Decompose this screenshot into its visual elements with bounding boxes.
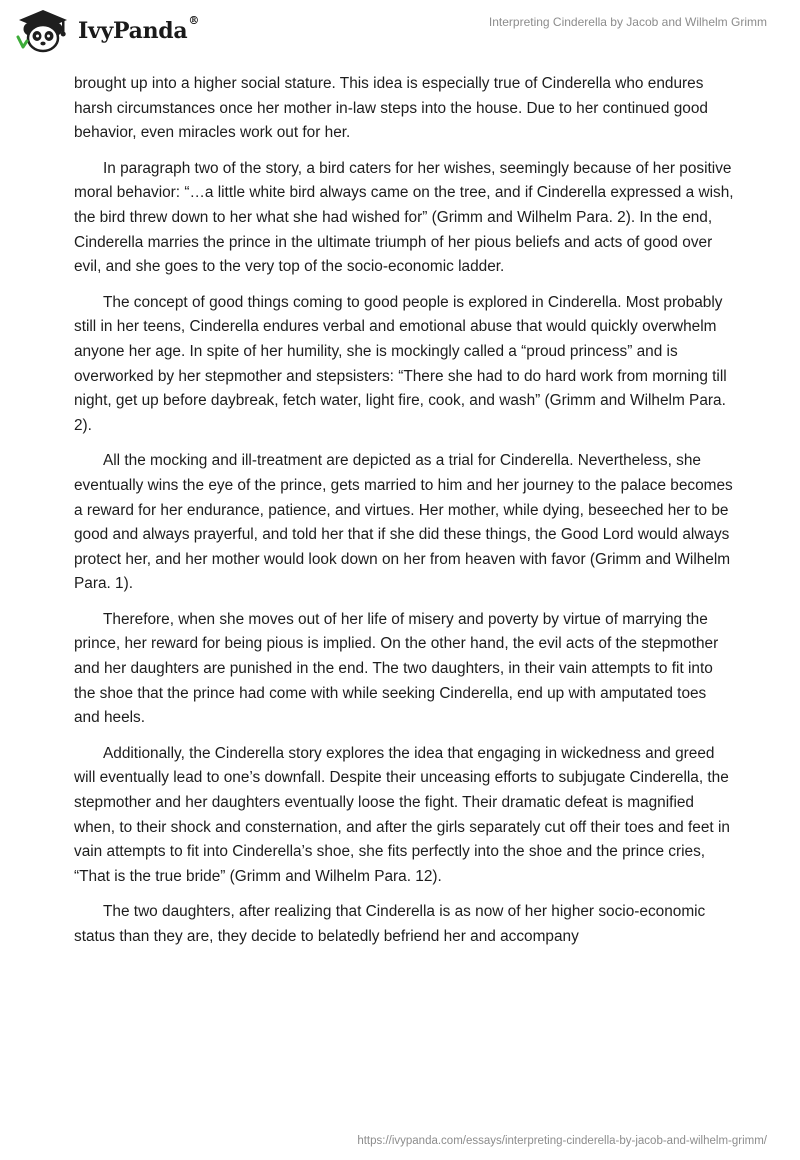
page-header [0, 0, 800, 70]
document-title: Interpreting Cinderella by Jacob and Wilhelm Grimm [488, 15, 767, 29]
paragraph: All the mocking and ill-treatment are depicted as a trial for Cinderella. Nevertheless, she eventually wins the eye of the prince, gets married to him and her journey to the palace becomes a reward for her endurance, patience, and virtues. Her mother, while dying, beseeched her to be good and always prayerful, and told her that if she did these things, the Good Lord would always protect her, and her mother would look down on her from heaven with favor (Grimm and Wilhelm Para. 1). [74, 452, 733, 593]
paragraph: In paragraph two of the story, a bird caters for her wishes, seemingly because of her positive moral behavior: “…a little white bird always came on the tree, and if Cinderella expressed a wish, the bird threw down to her what she had wished for” (Grimm and Wilhelm Para. 2). In the end, Cinderella marries the prince in the ultimate triumph of her pious beliefs and acts of good over evil, and she goes to the very top of the socio-economic ladder. [74, 159, 734, 276]
registered-mark: ® [188, 13, 200, 27]
paragraph: Therefore, when she moves out of her life of misery and poverty by virtue of marrying the prince, her reward for being pious is implied. On the other hand, the evil acts of the stepmother and her daughters are punished in the end. The two daughters, in their vain attempts to fit into the shoe that the prince had come with while seeking Cinderella, end up with amputated toes and heels. [74, 610, 719, 727]
panda-graduate-icon [14, 9, 72, 53]
paragraph-continued: brought up into a higher social stature. This idea is especially true of Cinderella who endures harsh circumstances once her mother in-law steps into the house. Due to her continued good behavior, even miracles work out for her. [74, 75, 708, 142]
essay-body [74, 72, 734, 961]
brand-name: IvyPanda® [78, 13, 200, 44]
source-url-link[interactable]: https://ivypanda.com/essays/interpreting-cinderella-by-jacob-and-wilhelm-grimm/ [357, 1135, 767, 1147]
paragraph: Additionally, the Cinderella story explores the idea that engaging in wickedness and greed will eventually lead to one’s downfall. Despite their unceasing efforts to subjugate Cinderella, the stepmother and her daughters eventually loose the fight. Their dramatic defeat is magnified when, to their shock and consternation, and after the girls separately cut off their toes and feet in vain attempts to fit into Cinderella’s shoe, she fits perfectly into the shoe and the prince cries, “That is the true bride” (Grimm and Wilhelm Para. 12). [74, 744, 730, 885]
paragraph: The two daughters, after realizing that Cinderella is as now of her higher socio-economic status than they are, they decide to belatedly befriend her and accompany [74, 903, 706, 945]
ivypanda-logo[interactable] [14, 9, 199, 53]
paragraph: The concept of good things coming to good people is explored in Cinderella. Most probably still in her teens, Cinderella endures verbal and emotional abuse that would quickly overwhelm anyone her age. In spite of her humility, she is mockingly called a “proud princess” and is overworked by her stepmother and stepsisters: “There she had to do hard work from morning till night, get up before daybreak, fetch water, light fire, cook, and wash” (Grimm and Wilhelm Para. 2). [74, 293, 727, 434]
